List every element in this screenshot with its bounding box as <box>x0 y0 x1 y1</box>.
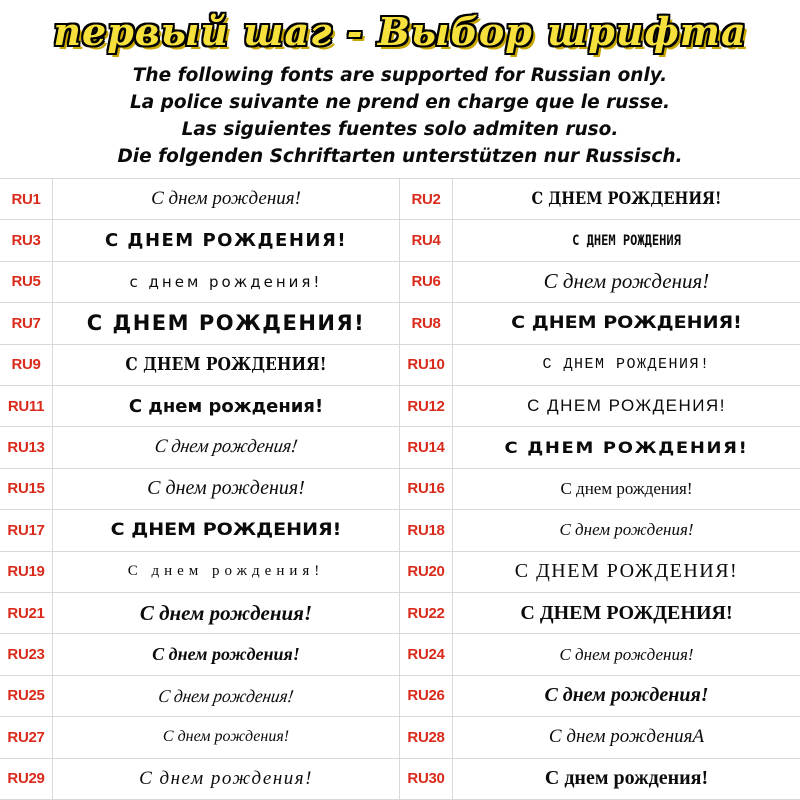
font-sample: С ДНЕМ РОЖДЕНИЯ! <box>511 313 742 334</box>
font-sample: С днем рождения! <box>152 644 300 665</box>
font-sample: С ДНЕМ РОЖДЕНИЯ! <box>125 354 327 376</box>
font-code: RU5 <box>0 262 53 302</box>
font-sample: С ДНЕМ РОЖДЕНИЯ! <box>527 396 726 416</box>
font-sample: С ДНЕМ РОЖДЕНИЯ! <box>86 311 366 336</box>
font-option-ru24[interactable] <box>400 634 800 675</box>
font-option-ru21[interactable] <box>0 593 400 634</box>
font-sample: с днем рождения! <box>129 272 323 291</box>
font-option-ru9[interactable] <box>0 345 400 386</box>
font-code: RU14 <box>400 427 453 467</box>
font-option-ru29[interactable] <box>0 759 400 800</box>
font-sample: С ДНЕМ РОЖДЕНИЯ! <box>531 189 722 210</box>
font-sample: С днем рождения! <box>147 477 305 500</box>
font-sample: С ДНЕМ РОЖДЕНИЯ! <box>520 601 733 624</box>
font-sample: С днем рождения! <box>559 644 694 664</box>
font-option-ru23[interactable] <box>0 634 400 675</box>
font-code: RU28 <box>400 717 453 757</box>
font-code: RU23 <box>0 634 53 674</box>
font-code: RU20 <box>400 552 453 592</box>
font-option-ru15[interactable] <box>0 469 400 510</box>
font-sample: С ДНЕМ РОЖДЕНИЯ! <box>110 520 342 541</box>
font-code: RU9 <box>0 345 53 385</box>
title-banner <box>0 0 800 56</box>
font-code: RU10 <box>400 345 453 385</box>
font-sample: С днем рождения! <box>151 188 301 210</box>
font-code: RU18 <box>400 510 453 550</box>
font-code: RU6 <box>400 262 453 302</box>
font-sample: С ДНЕМ РОЖДЕНИЯ! <box>514 560 739 583</box>
font-option-ru4[interactable] <box>400 220 800 261</box>
font-code: RU19 <box>0 552 53 592</box>
font-option-ru26[interactable] <box>400 676 800 717</box>
font-option-ru3[interactable] <box>0 220 400 261</box>
font-code: RU12 <box>400 386 453 426</box>
font-option-ru16[interactable] <box>400 469 800 510</box>
font-sample: С днем рождения! <box>543 269 710 294</box>
font-option-ru10[interactable] <box>400 345 800 386</box>
font-option-ru20[interactable] <box>400 552 800 593</box>
intro-line-en: The following fonts are supported for Russian only. <box>132 65 668 86</box>
font-sample: С ДНЕМ РОЖДЕНИЯ! <box>542 356 711 374</box>
font-sample: С ДНЕМ РОЖДЕНИЯ <box>572 232 681 249</box>
font-option-ru13[interactable] <box>0 427 400 468</box>
font-sample: С днем рождения! <box>139 767 313 789</box>
font-option-ru25[interactable] <box>0 676 400 717</box>
font-code: RU24 <box>400 634 453 674</box>
font-sample: С днем рождения! <box>128 395 324 417</box>
font-sample: С ДНЕМ РОЖДЕНИЯ! <box>104 230 348 252</box>
font-option-ru11[interactable] <box>0 386 400 427</box>
font-option-ru14[interactable] <box>400 427 800 468</box>
font-option-ru17[interactable] <box>0 510 400 551</box>
intro-line-de: Die folgenden Schriftarten unterstützen nur Russisch. <box>117 146 683 167</box>
font-option-ru19[interactable] <box>0 552 400 593</box>
font-option-ru2[interactable] <box>400 179 800 220</box>
font-code: RU29 <box>0 759 53 799</box>
font-option-ru28[interactable] <box>400 717 800 758</box>
intro-line-fr: La police suivante ne prend en charge que le russe. <box>129 92 671 113</box>
font-sample: С днем рождения! <box>559 520 694 540</box>
intro-block <box>0 56 800 178</box>
font-code: RU13 <box>0 427 53 467</box>
font-code: RU8 <box>400 303 453 343</box>
font-sample: С днем рождения! <box>157 685 296 706</box>
font-code: RU15 <box>0 469 53 509</box>
font-option-ru12[interactable] <box>400 386 800 427</box>
font-option-ru8[interactable] <box>400 303 800 344</box>
font-option-ru30[interactable] <box>400 759 800 800</box>
font-sample-grid <box>0 178 800 800</box>
font-option-ru6[interactable] <box>400 262 800 303</box>
font-code: RU21 <box>0 593 53 633</box>
font-sample: С ДНЕМ РОЖДЕНИЯ! <box>504 438 749 458</box>
font-code: RU27 <box>0 717 53 757</box>
font-code: RU17 <box>0 510 53 550</box>
font-code: RU25 <box>0 676 53 716</box>
font-code: RU4 <box>400 220 453 260</box>
font-code: RU26 <box>400 676 453 716</box>
font-sample: С днем рождения! <box>560 478 693 498</box>
font-code: RU16 <box>400 469 453 509</box>
font-code: RU11 <box>0 386 53 426</box>
font-sample: С днем рождения! <box>153 436 299 458</box>
font-code: RU7 <box>0 303 53 343</box>
font-sample: С днем рождения! <box>127 563 325 580</box>
font-option-ru5[interactable] <box>0 262 400 303</box>
font-sample: С днем рожденияА <box>548 726 705 748</box>
font-sample: С днем рождения! <box>139 600 313 625</box>
font-sample: С днем рождения! <box>544 684 709 707</box>
page-title: первый шаг - Выбор шрифта <box>53 8 747 54</box>
font-code: RU22 <box>400 593 453 633</box>
font-option-ru1[interactable] <box>0 179 400 220</box>
font-option-ru22[interactable] <box>400 593 800 634</box>
font-option-ru18[interactable] <box>400 510 800 551</box>
font-code: RU1 <box>0 179 53 219</box>
font-code: RU30 <box>400 759 453 799</box>
font-sample: С днем рождения! <box>544 767 709 790</box>
font-sample: С днем рождения! <box>162 728 290 746</box>
font-option-ru27[interactable] <box>0 717 400 758</box>
font-code: RU2 <box>400 179 453 219</box>
font-option-ru7[interactable] <box>0 303 400 344</box>
font-code: RU3 <box>0 220 53 260</box>
intro-line-es: Las siguientes fuentes solo admiten ruso. <box>181 119 619 140</box>
